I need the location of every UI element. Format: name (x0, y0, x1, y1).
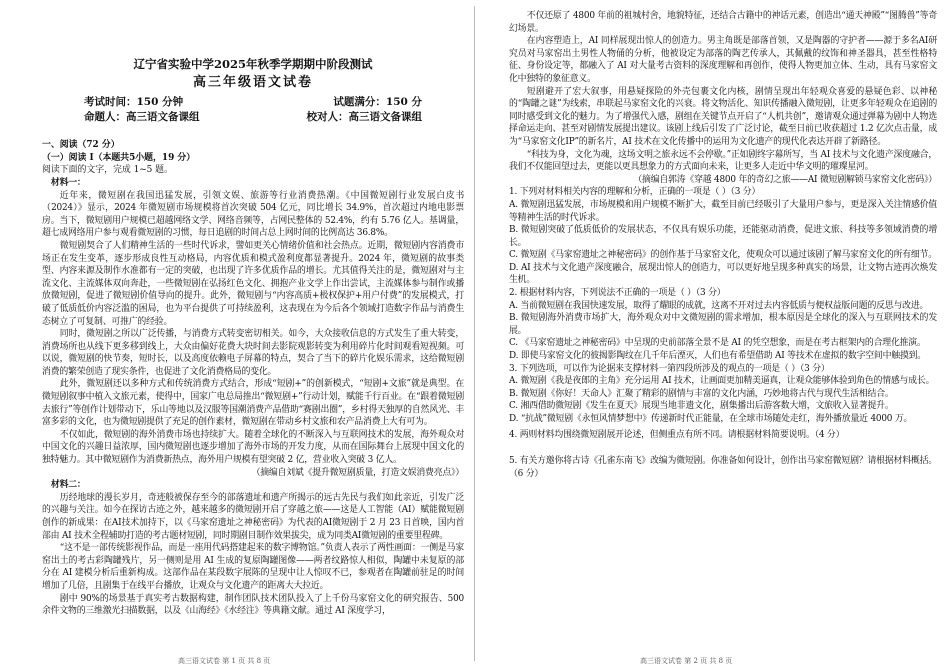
page-footer-right: 高三语文试卷 第 2 页 共 8 页 (640, 657, 733, 665)
option-a: A. 微短剧《我是夜郎的主角》充分运用 AI 技术，让画面更加精美逼真，让观众能够体验到角色的情感与成长。 (509, 376, 935, 387)
option-c: C. 湘西借助微短剧《发生在夏天》展现当地非遗文化，剧集播出后游客数大增，文旅收入显著提升。 (509, 401, 894, 412)
exam-reviewer: 校对人：高三语文备课组 (306, 111, 422, 124)
question-stem: 3. 下列选项，可以作为论据来支撑材料一第四段所涉及的观点的一项是（ ）（3 分） (509, 363, 830, 374)
question-5: 5. 有关方邀你将古诗《孔雀东南飞》改编为微短剧。你准备如何设计，创作出马家窑微短剧？请根据材料概括。（6 分） (509, 456, 937, 479)
source-note: （摘编自刘斌《提升微短剧质量，打造文娱消费亮点》） (251, 467, 464, 478)
exam-time: 考试时间：150 分钟 (84, 96, 184, 109)
material-one (42, 177, 464, 618)
paragraph: 在内容塑造上，AI 同样展现出惊人的创造力。男主角既是部落首领，又是陶器的守护者——源于多名AI研究员对马家窑出土男性人物俑的分析，他被设定为部落的陶艺传承人，其佩戴的纹饰和神圣器具，甚至性格特征、身份设定等，都融入了 AI 对大量考古资料的深度理解和再创作，使得人物更加立体、生动，具有马家窑文化中独特的象征意义。 (509, 36, 937, 84)
option-b: B. 微短剧海外消费市场扩大，海外观众对中文微短剧的需求增加，根本原因是全球化的深入与互联网技术的发展。 (509, 313, 937, 336)
question-stem: 1. 下列对材料相关内容的理解和分析，正确的一项是（ ）（3 分） (509, 187, 761, 198)
paragraph: 不仅还原了 4800 年前的祖城村舍，地貌特征，还结合古籍中的神话元素，创造出“通天神殿”“图腾兽”等奇幻场景。 (509, 11, 937, 34)
question-4: 4. 两则材料均围绕微短剧展开论述，但侧重点有所不同。请根据材料简要说明。（4 分） (509, 429, 845, 440)
option-b: B. 微短剧《你好！天命人》汇聚了精彩的剧情与丰富的文化内涵，巧妙地将古代与现代生活相结合。 (509, 388, 894, 399)
exam-school-title: 辽宁省实验中学2025年秋季学期期中阶段测试 (133, 57, 373, 71)
option-b: B. 微短剧突破了低质低价的发展状态，不仅具有娱乐功能，还能驱动消费，促进文旅、科技等多领域消费的增长。 (509, 225, 937, 248)
option-a: A. 微短剧迅猛发展，市场规模和用户规模不断扩大，截至目前已经吸引了大量用户参与，更是深入关注情感价值等精神生活的时代诉求。 (509, 199, 937, 223)
left-page (42, 14, 464, 618)
paper-title: 高三年级语文试卷 (192, 74, 313, 90)
paragraph: 微短剧契合了人们精神生活的一些时代诉求，譬如更关心情绪价值和社会热点。近期，微短剧内容消费市场正在发生变革，逐步形成良性互动格局，内容优质和模式盈利度都显著提升。2024 年，微短剧的故事类型、内容来源及制作水准都有一定的突破，也出现了许多优质作品的增长。尤其值得关注的是，微短剧对与主流文化、主流媒体双向奔赴，一些微短剧在弘扬红色文化、拥抱产业文学上作出尝试，主流媒体参与制作或播放微短剧，促进了微短剧价值导向的提升。此外，微短剧与“内容高质+极权保护+用户付费”的发展模式，打破了低质低价内容泛滥的困局，也为平台提供了可持续盈利，这表现在为今后各个领域打造数字作品与消费生态树立了可复制、可推广的经验。 (42, 240, 464, 327)
exam-meta-row-2 (42, 110, 464, 125)
option-c: C. 《马家窑遗址之神秘密码》中呈现的史前部落全景不是 AI 的凭空想象，而是在考古框架内的合理化推演。 (509, 338, 926, 349)
exam-meta-row-1 (42, 95, 464, 110)
subsection-heading: （一）阅读 I（本题共5小题，19 分） (42, 152, 196, 163)
paragraph: 此外，微短剧还以多种方式和传统消费方式结合，形成“短剧+”的创新模式，“短剧+文旅”就是典型。在微短剧叙事中植入文旅元素，使得中，国家广电总局推出“微短剧+”行动计划，赋能千行百业。在“跟着微短剧去旅行”等创作计划带动下，乐山等地以及汉服等国潮消费产品借助“赛剧出圈”，乡村得天独厚的自然风光、丰富多彩的文化，也为微短剧提供了充足的创作素材，微短剧在带动乡村文旅和农产品消费上大有可为。 (42, 379, 464, 428)
paragraph: 不仅如此，微短剧的海外消费市场也持续扩大。随着全球化的不断深入与互联网技术的发展，海外观众对中国文化的兴趣日益浓厚，国内微短剧也逐步增加了海外市场的开发力度，从而在国际舞台上展现中国文化的独特魅力。其中微短剧作为消费新热点，海外用户规模有望突破 2 亿，营业收入突破 3 亿人。 (42, 429, 464, 466)
question-1 (509, 186, 937, 287)
paragraph: 历经地球的漫长岁月，奇迹般被保存至今的部落遗址和遗产所揭示的远古先民与我们如此亲近，引发广泛的兴趣与关注。如今在探访古迹之外，越来越多的微短剧开启了穿越之旅——这是人工智能（AI）赋能微短剧创作的新成果：在AI技术加持下，以《马家窑遗址之神秘密码》为代表的AI微短剧于 2 月 23 日首映，国内首部由 AI 技术全程辅助打造的考古题材短剧，同时期剧目制作效果拔尖，成为同类AI微短剧的重要里程碑。 (42, 492, 464, 541)
option-d: D. AI 技术与文化遗产深度融合，展现出惊人的创造力，可以更好地呈现多种真实的场景，让文物古迹再次焕发生机。 (509, 262, 937, 286)
question-3 (509, 363, 937, 426)
paragraph: 近年来，微短剧在我国迅猛发展，引领文娱、旅游等行业消费热潮。《中国微短剧行业发展白皮书（2024）》显示，2024 年微短剧市场规模将首次突破 504 亿元，同比增长 34.9%，首次超过内地电影票房。当下，微短剧用户规模已超越网络文学、网络音频等，占网民整体的 52.4%，约有 5.76 亿人。基调量，超七成网络用户参与观看微短剧的习惯，每日追剧的时间占总上网时间的比例高达 36.8%。 (42, 190, 464, 239)
option-d: D. 即使马家窑文化的彼揭影陶纹在几千年后湮灭，人们也有希望借助 AI 等技术在虚拟的数字空间中触摸到。 (509, 351, 926, 362)
instruction: 阅读下面的文字，完成 1~5 题。 (42, 165, 173, 176)
paragraph: 剧中 90%的场景基于真实考古数据构建，制作团队技术团队投入了上千份马家窑文化的研究报告、500 余件文物的三维激光扫描数据，以及《山海经》《水经注》等典籍文献。通过 AI 深度学习， (42, 593, 464, 617)
exam-score: 试题满分：150 分 (333, 96, 422, 109)
question-stem: 2. 根据材料内容，下列说法不正确的一项是（ ）（3 分） (509, 288, 726, 299)
title-block (42, 58, 464, 89)
paragraph: 同时，微短剧之所以广泛传播，与消费方式转变密切相关。如今，大众接收信息的方式发生了重大转变，消费场所也从线下更多移到线上，大众由偏好花费大块时间去影院观影转变为利用碎片化时间观看短视频。可以说，微短剧的快节奏，短时长，以及高度依赖电子屏幕的特点，契合了当下的碎片化娱乐需求，这给微短剧消费的繁荣创造了现实条件，也促进了文化消费格局的变化。 (42, 329, 464, 377)
option-a: A. 当前微短剧在我国快速发展，取得了耀眼的成就，这离不开对过去内容低质与便权益版问题的反思与改进。 (509, 300, 929, 311)
exam-author: 命题人：高三语文备课组 (84, 111, 200, 124)
page-footer-left: 高三语文试卷 第 1 页 共 8 页 (178, 657, 271, 665)
section-heading: 一、阅读（72 分） (42, 140, 120, 151)
source-note: （摘编自郭涛《穿越 4800 年的奇幻之旅——AI 微短剧解锁马家窑文化密码》） (633, 174, 937, 185)
paragraph: “这不是一部传统影视作品，而是一座用代码搭建起来的数字博物馆。”负责人表示了两性画面：一侧是马家窑出土的考古彩陶罐残片，另一侧则是用 AI 生成的复原陶罐图像——两者纹路惊人相似，陶罐中未复原的部分在 AI 建模分析后重新构成。这部作品在某段数字展陈的呈现中让人惊叹不已，参观者在陶罐前驻足的时间增加了几倍，且剧集于在线平台播放，让观众与文化遗产的距离大大拉近。 (42, 543, 464, 591)
option-c: C. 微短剧《马家窑遗址之神秘密码》的创作基于马家窑文化，使观众可以通过该剧了解马家窑文化的所有细节。 (509, 250, 937, 261)
material-two-label: 材料二： (50, 480, 86, 491)
column-divider (474, 6, 475, 661)
paragraph: “科技为身，文化为魂，这场文明之旅永远不会停歇。”正如剧终字幕所写，当 AI 技术与文化遗产深度融合，我们不仅能回望过去，更能以更具想象力的方式面向未来，让更多人走近中华文明的璀璨星河。 (509, 149, 937, 173)
paragraph: 短剧避开了宏大叙事，用悬疑探险的外壳包裹文化内核，剧情呈现出年轻观众喜爱的悬疑色彩、以神秘的“陶罐之谜”为线索，串联起马家窑文化的兴衰。将文物活化、知识传播融入微短剧，让更多年轻观众在追剧的同时感受到文化的魅力。为了增强代入感，剧组在关键节点开启了“人机共创”，邀请观众通过弹幕为剧中人物选择命运走向、甚至对剧情发展提出建议。该剧上线后引发了广泛讨论，截至日前已收获超过 1.2 亿次点击量，成为“马家窑文化IP”的新名片，AI 技术在文化传播中的运用为文化遗产的现代化表达开辟了新路径。 (509, 86, 937, 147)
right-page (509, 10, 937, 480)
material-one-label: 材料一： (50, 177, 86, 188)
option-d: D. “抗战”微短剧《永恒风情梦想中》传递新时代正能量，在全球市场随处走红，海外播放量近 4000 万。 (509, 414, 913, 424)
question-2 (509, 287, 937, 363)
